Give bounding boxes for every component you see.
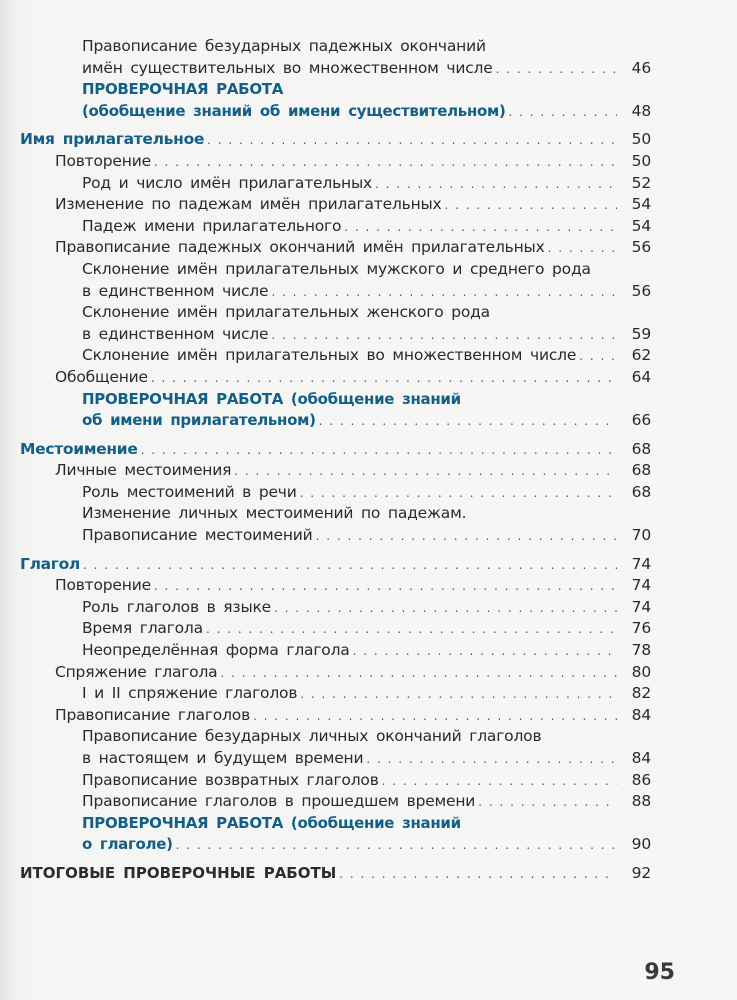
entry-page-number: 66: [631, 411, 651, 430]
entry-title: Повторение: [55, 151, 151, 170]
entry-title: Время глагола: [82, 619, 203, 638]
toc-entry-line: [0, 410, 737, 432]
dot-leader: [509, 102, 617, 124]
page-number: 95: [644, 960, 675, 985]
toc-entry-line: [0, 618, 737, 640]
entry-page-number: 84: [631, 705, 651, 724]
dot-leader: [300, 483, 617, 505]
entry-page-number: 46: [631, 58, 651, 77]
toc-chapter[interactable]: [0, 554, 737, 576]
toc-entry[interactable]: [0, 705, 737, 727]
entry-page-number: 82: [631, 684, 651, 703]
entry-title: Склонение имён прилагательных мужского и среднего рода: [82, 259, 591, 278]
entry-title: Склонение имён прилагательных во множественном числе: [82, 346, 577, 365]
dot-leader: [271, 282, 617, 304]
toc-entry[interactable]: [0, 726, 737, 769]
dot-leader: [151, 368, 617, 390]
entry-title: Глагол: [20, 554, 80, 573]
toc-entry-line: [0, 705, 737, 727]
dot-leader: [353, 641, 617, 663]
entry-title: Правописание глаголов в прошедшем времени: [82, 792, 476, 811]
dot-leader: [445, 195, 617, 217]
toc-entry[interactable]: [0, 662, 737, 684]
entry-page-number: 62: [631, 346, 651, 365]
toc-entry-line: [0, 525, 737, 547]
toc-entry-line: [0, 791, 737, 813]
toc-entry-line: [0, 482, 737, 504]
toc-entry-line: [0, 194, 737, 216]
entry-title: Правописание безударных личных окончаний глаголов: [82, 727, 542, 746]
toc-entry[interactable]: [0, 460, 737, 482]
dot-leader: [579, 346, 617, 368]
entry-title: Обобщение: [55, 367, 148, 386]
entry-title: Правописание падежных окончаний имён прилагательных: [55, 238, 545, 257]
entry-page-number: 86: [631, 770, 651, 789]
section-gap: [0, 547, 737, 554]
entry-page-number: 56: [631, 238, 651, 257]
entry-title: Роль местоимений в речи: [82, 482, 297, 501]
toc-entry[interactable]: [0, 216, 737, 238]
toc-entry[interactable]: [0, 791, 737, 813]
toc-entry-line: [0, 554, 737, 576]
toc-entry-line: [0, 101, 737, 123]
entry-page-number: 74: [631, 576, 651, 595]
toc-entry-line: [0, 389, 737, 411]
entry-page-number: 54: [631, 216, 651, 235]
dot-leader: [382, 771, 617, 793]
toc-chapter[interactable]: [0, 439, 737, 461]
toc-entry-line: [0, 79, 737, 101]
dot-leader: [206, 619, 617, 641]
entry-page-number: 54: [631, 195, 651, 214]
toc-entry[interactable]: [0, 302, 737, 345]
dot-leader: [220, 663, 617, 685]
entry-title: Повторение: [55, 576, 151, 595]
entry-title: ПРОВЕРОЧНАЯ РАБОТА: [82, 80, 284, 99]
toc-entry[interactable]: [0, 345, 737, 367]
toc-entry[interactable]: [0, 575, 737, 597]
toc-entry[interactable]: [0, 259, 737, 302]
entry-title: ПРОВЕРОЧНАЯ РАБОТА (обобщение знаний: [82, 389, 461, 408]
toc-chapter[interactable]: [0, 129, 737, 151]
dot-leader: [271, 325, 617, 347]
toc-entry-line: [0, 813, 737, 835]
entry-title: Роль глаголов в языке: [82, 597, 271, 616]
toc-entry[interactable]: [0, 237, 737, 259]
toc-entry-line: [0, 640, 737, 662]
entry-page-number: 50: [631, 151, 651, 170]
dot-leader: [176, 835, 617, 857]
entry-title: Правописание безударных падежных окончаний: [82, 37, 486, 55]
toc-entry-line: [0, 834, 737, 856]
entry-page-number: 74: [631, 597, 651, 616]
table-of-contents: [0, 36, 737, 885]
entry-title: Правописание возвратных глаголов: [82, 770, 379, 789]
entry-page-number: 52: [631, 173, 651, 192]
entry-title: об имени прилагательном): [82, 411, 316, 430]
entry-page-number: 88: [631, 792, 651, 811]
entry-title: Склонение имён прилагательных женского рода: [82, 303, 490, 322]
toc-test-entry[interactable]: [0, 389, 737, 432]
toc-entry-line: [0, 503, 737, 525]
toc-entry-line: [0, 324, 737, 346]
toc-entry-line: [0, 863, 737, 885]
entry-title: Изменение личных местоимений по падежам.: [82, 504, 467, 523]
entry-page-number: 68: [631, 482, 651, 501]
entry-title: о глаголе): [82, 835, 173, 854]
entry-title: Правописание глаголов: [55, 705, 251, 724]
toc-entry[interactable]: [0, 770, 737, 792]
entry-title: Местоимение: [20, 439, 138, 458]
toc-entry[interactable]: [0, 597, 737, 619]
toc-entry-line: [0, 216, 737, 238]
entry-page-number: 64: [631, 367, 651, 386]
entry-title: Род и число имён прилагательных: [82, 173, 372, 192]
toc-entry-line: [0, 58, 737, 80]
entry-page-number: 90: [631, 835, 651, 854]
toc-entry-line: [0, 259, 737, 281]
toc-entry[interactable]: [0, 683, 737, 705]
toc-entry[interactable]: [0, 194, 737, 216]
entry-title: Имя прилагательное: [20, 130, 205, 149]
toc-entry-line: [0, 345, 737, 367]
entry-page-number: 80: [631, 662, 651, 681]
entry-title: I и II спряжение глаголов: [82, 684, 298, 703]
dot-leader: [141, 440, 617, 462]
toc-entry-line: [0, 575, 737, 597]
toc-final-entry[interactable]: [0, 863, 737, 885]
entry-page-number: 78: [631, 641, 651, 660]
entry-page-number: 59: [631, 324, 651, 343]
entry-page-number: 68: [631, 439, 651, 458]
entry-title: Спряжение глагола: [55, 662, 218, 681]
toc-entry-line: [0, 770, 737, 792]
toc-entry[interactable]: [0, 482, 737, 504]
entry-title: Неопределённая форма глагола: [82, 641, 350, 660]
dot-leader: [319, 411, 617, 433]
toc-entry[interactable]: [0, 367, 737, 389]
toc-test-entry[interactable]: [0, 79, 737, 122]
entry-title: в настоящем и будущем времени: [82, 749, 364, 767]
dot-leader: [339, 864, 617, 886]
entry-title: Правописание местоимений: [82, 526, 313, 545]
entry-page-number: 56: [631, 281, 651, 300]
entry-page-number: 48: [631, 101, 651, 120]
toc-entry-line: [0, 748, 737, 770]
toc-entry-line: [0, 597, 737, 619]
dot-leader: [496, 59, 617, 81]
entry-page-number: 70: [631, 526, 651, 545]
toc-entry[interactable]: [0, 151, 737, 173]
entry-title: Изменение по падежам имён прилагательных: [55, 195, 442, 214]
entry-title: ИТОГОВЫЕ ПРОВЕРОЧНЫЕ РАБОТЫ: [20, 863, 337, 882]
dot-leader: [375, 174, 617, 196]
entry-page-number: 84: [631, 749, 651, 767]
toc-entry-line: [0, 237, 737, 259]
section-gap: [0, 432, 737, 439]
entry-title: в единственном числе: [82, 324, 269, 343]
dot-leader: [316, 526, 617, 548]
toc-entry-line: [0, 151, 737, 173]
toc-entry-line: [0, 36, 737, 58]
toc-entry-line: [0, 726, 737, 748]
entry-page-number: 68: [631, 461, 651, 480]
section-gap: [0, 856, 737, 863]
entry-title: Падеж имени прилагательного: [82, 216, 342, 235]
entry-page-number: 74: [631, 554, 651, 573]
entry-page-number: 92: [631, 863, 651, 882]
entry-page-number: 50: [631, 130, 651, 149]
toc-entry-line: [0, 367, 737, 389]
dot-leader: [300, 684, 617, 706]
entry-title: имён существительных во множественном числе: [82, 58, 493, 77]
toc-entry-line: [0, 302, 737, 324]
dot-leader: [154, 576, 617, 598]
section-gap: [0, 122, 737, 129]
toc-test-entry[interactable]: [0, 813, 737, 856]
dot-leader: [548, 238, 617, 260]
dot-leader: [366, 749, 617, 771]
entry-title: в единственном числе: [82, 281, 269, 300]
entry-title: Личные местоимения: [55, 461, 232, 480]
dot-leader: [274, 598, 617, 620]
toc-entry-line: [0, 281, 737, 303]
toc-entry-line: [0, 129, 737, 151]
dot-leader: [478, 792, 617, 814]
toc-entry-line: [0, 662, 737, 684]
toc-entry[interactable]: [0, 503, 737, 546]
toc-entry-line: [0, 460, 737, 482]
dot-leader: [234, 461, 617, 483]
dot-leader: [207, 130, 617, 152]
dot-leader: [253, 706, 617, 728]
toc-entry-line: [0, 173, 737, 195]
toc-entry[interactable]: [0, 640, 737, 662]
toc-entry-line: [0, 683, 737, 705]
dot-leader: [344, 217, 617, 239]
entry-title: (обобщение знаний об имени существительном): [82, 101, 506, 120]
toc-entry[interactable]: [0, 173, 737, 195]
entry-page-number: 76: [631, 619, 651, 638]
toc-entry-line: [0, 439, 737, 461]
toc-entry[interactable]: [0, 36, 737, 79]
entry-title: ПРОВЕРОЧНАЯ РАБОТА (обобщение знаний: [82, 813, 461, 832]
toc-entry[interactable]: [0, 618, 737, 640]
dot-leader: [154, 152, 617, 174]
dot-leader: [83, 555, 617, 577]
